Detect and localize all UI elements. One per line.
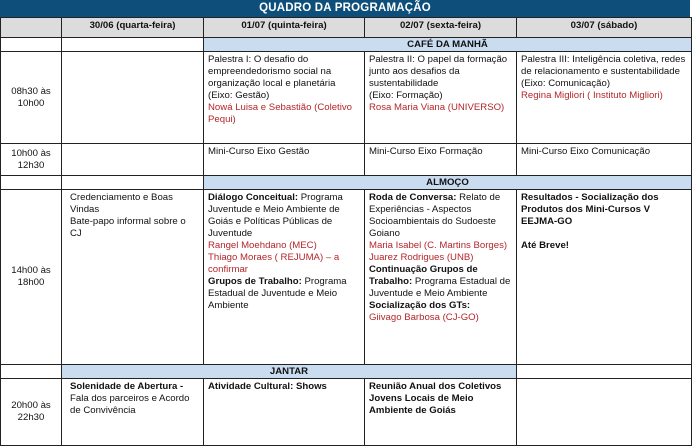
speaker-name: Rangel Moehdano (MEC) — [208, 240, 317, 251]
afternoon-cell-thu — [204, 190, 365, 365]
dialogo-rest: Programa Juventude e Meio Ambiente de Goiás e Políticas Públicas de Juventude — [208, 192, 343, 239]
roda-text — [369, 192, 512, 240]
band-row-cafe — [1, 38, 692, 52]
farewell-text: Até Breve! — [521, 240, 569, 251]
talk-eixo: (Eixo: Gestão) — [208, 90, 270, 101]
empty-cell — [517, 379, 692, 446]
talk-cell-fri — [365, 52, 517, 144]
speaker-name: Thiago Moraes ( REJUMA) – a confirmar — [208, 252, 340, 275]
opening-lead: Solenidade de Abertura - — [70, 381, 184, 392]
empty-cell — [62, 38, 204, 52]
time-end: 12h30 — [17, 159, 45, 171]
talk-eixo: (Eixo: Formação) — [369, 90, 443, 101]
grupos-text — [208, 276, 360, 312]
welcome-text: Credenciamento e Boas Vindas — [70, 192, 173, 215]
empty-cell — [517, 365, 692, 379]
talk-speaker: Nowá Luisa e Sebastião (Coletivo Pequi) — [208, 102, 352, 125]
empty-cell — [62, 144, 204, 176]
empty-cell — [62, 176, 204, 190]
talk-speaker: Regina Migliori ( Instituto Migliori) — [521, 90, 663, 101]
row-minicourses — [1, 144, 692, 176]
time-slot-evening — [1, 379, 62, 446]
continuacao-text — [369, 264, 512, 300]
afternoon-cell-sat — [517, 190, 692, 365]
time-end: 10h00 — [17, 97, 45, 109]
socializacao-lead: Socialização dos GTs: — [369, 300, 471, 311]
time-end: 18h00 — [17, 277, 45, 288]
grupos-rest: Programa Estadual de Juventude e Meio Ambiente — [208, 276, 347, 311]
speaker-name: Juarez Rodrigues (UNB) — [369, 252, 474, 263]
empty-cell — [1, 38, 62, 52]
time-slot-afternoon — [1, 190, 62, 365]
row-afternoon — [1, 190, 692, 365]
talk-speaker: Rosa Maria Viana (UNIVERSO) — [369, 102, 505, 113]
column-header-thu: 01/07 (quinta-feira) — [204, 18, 365, 38]
row-morning-talks — [1, 52, 692, 144]
evening-cell-thu: Atividade Cultural: Shows — [204, 379, 365, 446]
time-start: 14h00 às — [11, 265, 51, 276]
empty-cell — [1, 176, 62, 190]
speaker-name: Maria Isabel (C. Martins Borges) — [369, 240, 508, 251]
evening-cell-wed — [62, 379, 204, 446]
time-slot-late-morning — [1, 144, 62, 176]
talk-title: Palestra I: O desafio do empreendedorismo social na organização local e planetária — [208, 54, 336, 89]
continuacao-rest: Programa Estadual de Juventude e Meio Ambiente — [369, 276, 511, 299]
time-start: 20h00 às — [11, 400, 51, 411]
time-slot-morning — [1, 52, 62, 144]
minicourse-thu: Mini-Curso Eixo Gestão — [204, 144, 365, 176]
talk-cell-thu — [204, 52, 365, 144]
band-cafe: CAFÉ DA MANHÃ — [204, 38, 692, 52]
column-header-fri: 02/07 (sexta-feira) — [365, 18, 517, 38]
dialogo-lead: Diálogo Conceitual: — [208, 192, 299, 203]
row-evening — [1, 379, 692, 446]
column-header-time — [1, 18, 62, 38]
time-start: 10h00 às — [11, 147, 51, 159]
afternoon-cell-fri — [365, 190, 517, 365]
talk-title: Palestra II: O papel da formação junto aos desafios da sustentabilidade — [369, 54, 508, 89]
continuacao-lead: Continuação Grupos de Trabalho: — [369, 264, 478, 287]
band-row-almoco — [1, 176, 692, 190]
evening-cell-fri: Reunião Anual dos Coletivos Jovens Locais de Meio Ambiente de Goiás — [365, 379, 517, 446]
band-jantar: JANTAR — [62, 365, 517, 379]
schedule-title: QUADRO DA PROGRAMAÇÃO — [0, 0, 690, 17]
grupos-lead: Grupos de Trabalho: — [208, 276, 302, 287]
column-header-row — [1, 18, 692, 38]
speaker-name: Giivago Barbosa (CJ-GO) — [369, 312, 479, 323]
minicourse-fri: Mini-Curso Eixo Formação — [365, 144, 517, 176]
afternoon-cell-wed — [62, 190, 204, 365]
talk-eixo: (Eixo: Comunicação) — [521, 78, 611, 89]
time-start: 08h30 às — [11, 85, 51, 97]
dialogo-text — [208, 192, 360, 240]
roda-lead: Roda de Conversa: — [369, 192, 457, 203]
opening-rest: Fala dos parceiros e Acordo de Convivência — [70, 393, 190, 416]
band-almoco: ALMOÇO — [204, 176, 692, 190]
minicourse-sat: Mini-Curso Eixo Comunicação — [517, 144, 692, 176]
resultados-text: Resultados - Socialização dos Produtos dos Mini-Cursos V EEJMA-GO — [521, 192, 659, 227]
talk-title: Palestra III: Inteligência coletiva, redes de relacionamento e sustentabilidade — [521, 54, 686, 77]
schedule-table — [0, 17, 692, 446]
talk-cell-sat — [517, 52, 692, 144]
roda-rest: Relato de Experiências - Aspectos Socioambientais do Sudoeste Goiano — [369, 192, 501, 239]
informal-chat-text: Bate-papo informal sobre o CJ — [70, 216, 186, 239]
column-header-wed: 30/06 (quarta-feira) — [62, 18, 204, 38]
empty-cell — [62, 52, 204, 144]
column-header-sat: 03/07 (sábado) — [517, 18, 692, 38]
time-end: 22h30 — [17, 412, 45, 423]
empty-cell — [1, 365, 62, 379]
band-row-jantar — [1, 365, 692, 379]
